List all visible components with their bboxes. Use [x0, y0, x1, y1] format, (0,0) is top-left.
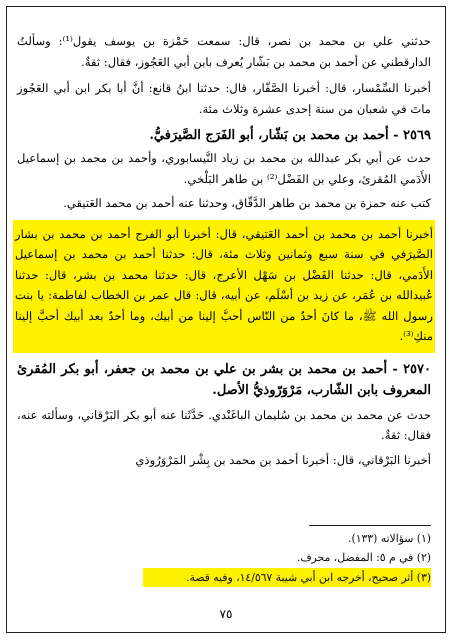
paragraph-7: أخبرنا البَرْقاني، قال: أخبرنا أحمد بن محمد بن بِشْر المَرْوَرُوذي [135, 452, 431, 467]
body-text [17, 31, 431, 470]
paragraph-4: كتب عنه حمزة بن محمد بن طاهر الدَّقّاق، وحدثنا عنه أحمد بن محمد العَتيقي. [63, 196, 431, 210]
entry-heading-2569: ٢٥٦٩ - أحمد بن محمد بن بَشّار، أبو الفَرَج الصَّيرَفيُّ. [149, 128, 431, 143]
paragraph-6: حدث عن محمد بن محمد بن سُليمان الباغَنْدي. حَدَّثَنا عنه أبو بكر البَرْقاني، وسألته عنه، فقال: ثقةٌ. [17, 407, 431, 442]
paragraph-5: أخبرنا أحمد بن محمد بن أحمد العَتيقي، قال: أخبرنا أبو الفرج أحمد بن محمد بن بشار الصَّيرَفي في سنة سبع وثمانين وثلاث مئة، قال: حدثنا أحمد بن محمد بن إسماعيل الأَدَمي، قال: حدثنا الفَضْل بن سَهْل الأعرج، قال: حدثنا محمد بن بشر، قال: حدثنا عُبيدالله بن عُمَر، عن زيد بن أسْلَم، عن أبيه، قال: قال عمر بن الخطاب لفاطمة: يا بنت رسول الله ﷺ، ما كانَ أحدٌ من النّاس أحبَّ إلينا من أبيك، وما أحدٌ بعد أبيك أحبَّ إلينا منكِ⁽³⁾. [15, 226, 433, 343]
footnote-divider [309, 525, 431, 526]
footnote-1: (١) سؤالاته (١٣٣). [348, 532, 431, 545]
highlighted-hadith-block [13, 220, 435, 353]
paragraph-2: أخبرنا السِّمْسار، قال: أخبرنا الصَّفّار، قال: حدثنا ابنُ قانع: أنَّ أبا بكر ابن أبي العَجُوز ماتَ في شعبان من سنة إحدى عشرة وثلاث مئة. [17, 81, 431, 116]
page-number: ٧٥ [219, 607, 233, 621]
paragraph-3: حدث عن أبي بكر عبدالله بن محمد بن زياد النَّيسابوري، وأحمد بن محمد بن إسماعيل الأَدَمي المُقرئ، وعلي بن الفَضْل⁽²⁾ بن طاهر البَلْخي. [17, 151, 431, 186]
book-page [6, 6, 446, 633]
footnote-3: (٣) أثر صحيح، أخرجه ابن أبي شيبة ١٤/٥٦٧، وفيه قصة. [143, 568, 431, 587]
paragraph-1: حدثني علي بن محمد بن نصر، قال: سمعت حَمْزة بن يوسف يقول⁽¹⁾: وسألتُ الدارقطني عن أحمد بن محمد بن بَشّار يُعرف بابن أبي العَجُوز، فقال: ثقةٌ. [17, 34, 431, 69]
footnote-2: (٢) في م ٥: المفضل، محرف. [296, 551, 431, 564]
entry-heading-2570: ٢٥٧٠ - أحمد بن محمد بن بشر بن علي بن محمد بن جعفر، أبو بكر المُقرئ المعروف بابن الشّارب، مَرْوَرّوذيُّ الأصل. [17, 361, 431, 398]
